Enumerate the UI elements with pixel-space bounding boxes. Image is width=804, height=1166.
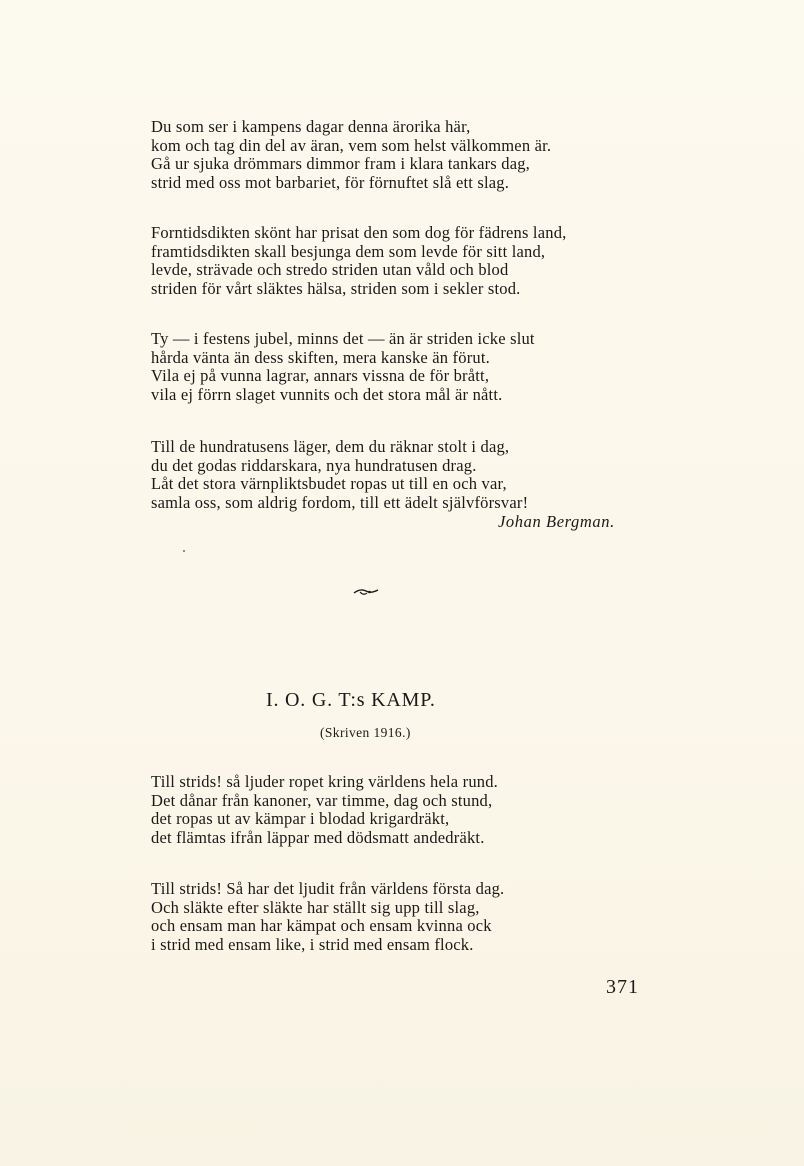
verse-line: Ty — i festens jubel, minns det — än är striden icke slut: [151, 329, 535, 348]
verse-line: vila ej förrn slaget vunnits och det stora mål är nått.: [151, 384, 503, 404]
page-number: 371: [606, 976, 639, 998]
stanza-3: [151, 330, 535, 404]
fleuron-ornament-icon: [353, 587, 379, 597]
poem-title: I. O. G. T:s KAMP.: [266, 689, 436, 711]
verse-line: samla oss, som aldrig fordom, till ett ädelt självförsvar!: [151, 492, 529, 512]
stanza-6: [151, 880, 504, 954]
verse-line: Du som ser i kampens dagar denna ärorika här,: [151, 117, 471, 136]
verse-line: Till de hundratusens läger, dem du räknar stolt i dag,: [151, 437, 510, 456]
verse-line: Forntidsdikten skönt har prisat den som dog för fädrens land,: [151, 223, 567, 242]
verse-line: och ensam man har kämpat och ensam kvinna ock: [151, 916, 492, 935]
verse-line: Låt det stora värnpliktsbudet ropas ut till en och var,: [151, 474, 507, 493]
verse-line: du det godas riddarskara, nya hundratusen drag.: [151, 455, 477, 475]
verse-line: Gå ur sjuka drömmars dimmor fram i klara tankars dag,: [151, 154, 530, 173]
stanza-1: [151, 118, 551, 192]
verse-line: Till strids! så ljuder ropet kring världens hela rund.: [151, 772, 499, 791]
verse-line: strid med oss mot barbariet, för förnuftet slå ett slag.: [151, 172, 510, 192]
verse-line: Vila ej på vunna lagrar, annars vissna de för brått,: [151, 366, 490, 385]
stanza-2: [151, 224, 566, 298]
stanza-4: [151, 438, 528, 512]
poem-subtitle: (Skriven 1916.): [320, 725, 411, 740]
verse-line: Till strids! Så har det ljudit från världens första dag.: [151, 879, 505, 898]
verse-line: framtidsdikten skall besjunga dem som levde för sitt land,: [151, 241, 546, 261]
verse-line: det ropas ut av kämpar i blodad krigardräkt,: [151, 809, 450, 828]
verse-line: levde, strävade och stredo striden utan våld och blod: [151, 260, 509, 279]
verse-line: Och släkte efter släkte har ställt sig upp till slag,: [151, 897, 480, 917]
verse-line: det flämtas ifrån läppar med dödsmatt andedräkt.: [151, 827, 485, 847]
verse-line: hårda vänta än dess skiften, mera kanske än förut.: [151, 347, 490, 367]
verse-line: Det dånar från kanoner, var timme, dag och stund,: [151, 790, 493, 810]
verse-line: i strid med ensam like, i strid med ensam flock.: [151, 934, 474, 954]
verse-line: kom och tag din del av äran, vem som helst välkommen är.: [151, 135, 552, 155]
verse-line: striden för vårt släktes hälsa, striden som i sekler stod.: [151, 278, 521, 298]
author-signature: Johan Bergman.: [498, 512, 615, 531]
stanza-5: [151, 773, 498, 847]
paper-speck: [183, 550, 185, 552]
